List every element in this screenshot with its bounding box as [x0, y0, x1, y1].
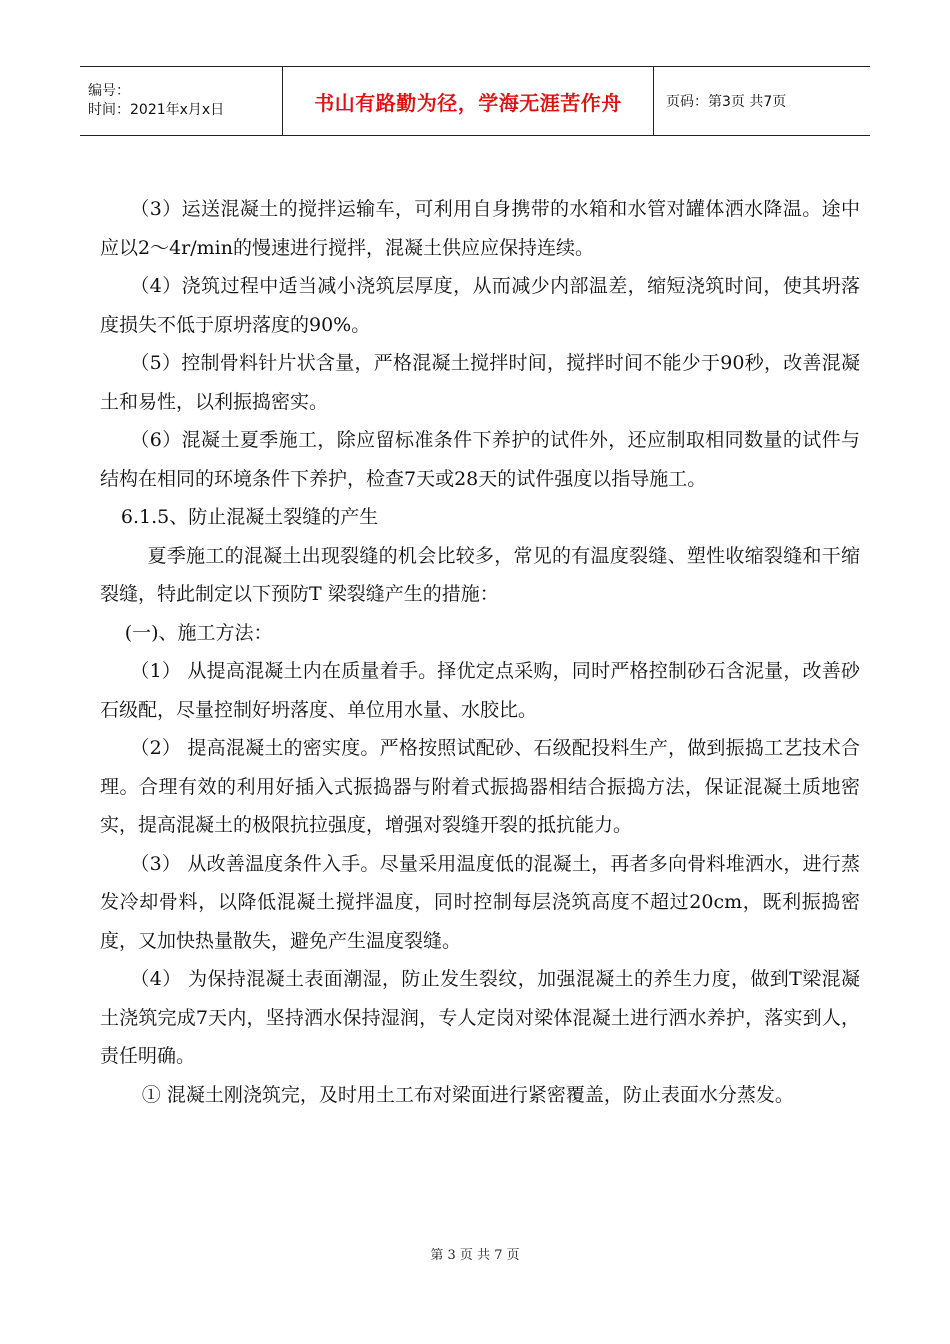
document-body: [100, 190, 860, 1114]
method-item-4: （4） 为保持混凝土表面潮湿，防止发生裂纹，加强混凝土的养生力度，做到T梁混凝土浇筑完成7天内，坚持洒水保持湿润，专人定岗对梁体混凝土进行洒水养护，落实到人，责任明确。: [100, 968, 860, 1067]
header-page-info: [654, 67, 870, 135]
method-item-2: （2） 提高混凝土的密实度。严格按照试配砂、石级配投料生产，做到振捣工艺技术合理。合理有效的利用好插入式振捣器与附着式振捣器相结合振捣方法，保证混凝土质地密实，提高混凝土的极限抗拉强度，增强对裂缝开裂的抵抗能力。: [100, 737, 860, 836]
footer-page-number: 第 3 页 共 7 页: [430, 1248, 520, 1263]
doc-date-label: 时间：2021年x月x日: [88, 102, 225, 118]
header-meta: [80, 67, 282, 135]
page-info-text: 页码：第3页 共7页: [666, 94, 787, 110]
section-heading: 6.1.5、防止混凝土裂缝的产生: [120, 506, 379, 528]
motto-text: 书山有路勤为径，学海无涯苦作舟: [314, 90, 622, 115]
page-footer: [0, 1244, 950, 1263]
paragraph-item-6: （6）混凝土夏季施工，除应留标准条件下养护的试件外，还应制取相同数量的试件与结构在相同的环境条件下养护，检查7天或28天的试件强度以指导施工。: [100, 429, 860, 490]
curing-step-1: ① 混凝土刚浇筑完，及时用土工布对梁面进行紧密覆盖，防止表面水分蒸发。: [141, 1083, 794, 1106]
header-motto: [282, 67, 654, 135]
paragraph-item-5: （5）控制骨料针片状含量，严格混凝土搅拌时间，搅拌时间不能少于90秒，改善混凝土和易性，以利振捣密实。: [100, 352, 860, 413]
paragraph-item-3: （3）运送混凝土的搅拌运输车，可利用自身携带的水箱和水管对罐体洒水降温。途中应以2～4r/min的慢速进行搅拌，混凝土供应应保持连续。: [100, 198, 860, 259]
paragraph-item-4: （4）浇筑过程中适当减小浇筑层厚度，从而减少内部温差，缩短浇筑时间，使其坍落度损失不低于原坍落度的90%。: [100, 275, 860, 336]
page-header: [80, 66, 870, 136]
method-item-1: （1） 从提高混凝土内在质量着手。择优定点采购，同时严格控制砂石含泥量，改善砂石级配，尽量控制好坍落度、单位用水量、水胶比。: [100, 660, 860, 721]
doc-number-label: 编号：: [88, 83, 130, 99]
section-intro: 夏季施工的混凝土出现裂缝的机会比较多，常见的有温度裂缝、塑性收缩裂缝和干缩裂缝，特此制定以下预防T 梁裂缝产生的措施：: [100, 544, 860, 605]
subsection-heading: (一)、施工方法：: [124, 621, 273, 644]
method-item-3: （3） 从改善温度条件入手。尽量采用温度低的混凝土，再者多向骨料堆洒水，进行蒸发冷却骨料，以降低混凝土搅拌温度，同时控制每层浇筑高度不超过20cm，既利振捣密度，又加快热量散失，避免产生温度裂缝。: [100, 852, 860, 952]
